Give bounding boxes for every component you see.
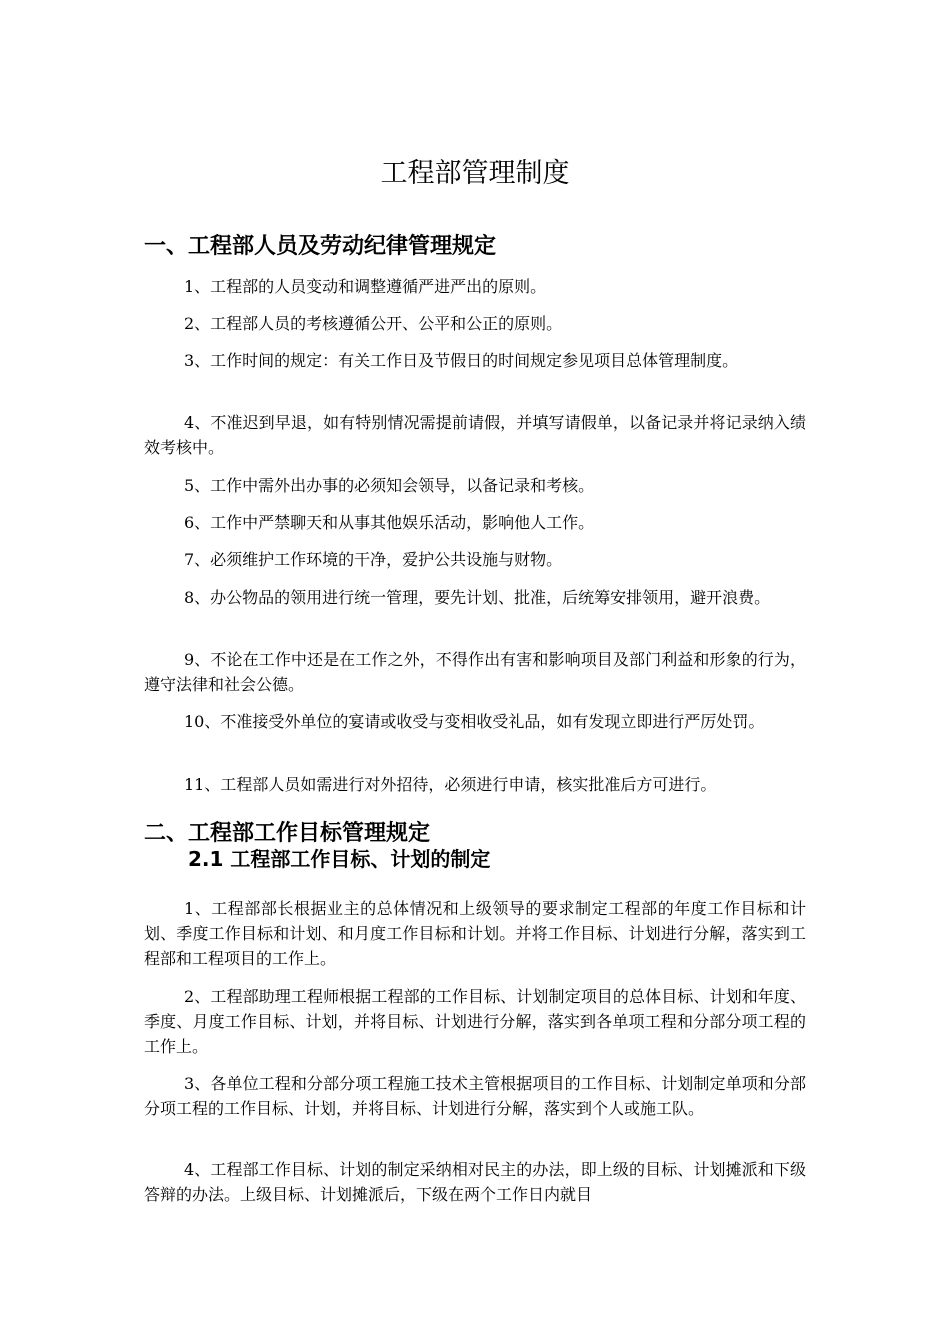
section1-item: 7、必须维护工作环境的干净，爱护公共设施与财物。 — [184, 550, 563, 569]
section1-item: 2、工程部人员的考核遵循公开、公平和公正的原则。 — [184, 314, 563, 333]
section1-item: 6、工作中严禁聊天和从事其他娱乐活动，影响他人工作。 — [184, 513, 595, 532]
section1-item: 8、办公物品的领用进行统一管理，要先计划、批准，后统筹安排领用，避开浪费。 — [184, 588, 771, 607]
section1-item: 3、工作时间的规定：有关工作日及节假日的时间规定参见项目总体管理制度。 — [184, 351, 739, 370]
section1-item: 11、工程部人员如需进行对外招待，必须进行申请，核实批准后方可进行。 — [184, 775, 717, 794]
document-title: 工程部管理制度 — [380, 158, 570, 189]
section1-item: 9、不论在工作中还是在工作之外，不得作出有害和影响项目及部门利益和形象的行为，遵守法律和社会公德。 — [144, 650, 806, 694]
section2-subheading: 2.1 工程部工作目标、计划的制定 — [188, 847, 491, 871]
section2-item: 4、工程部工作目标、计划的制定采纳相对民主的办法，即上级的目标、计划摊派和下级答辩的办法。上级目标、计划摊派后，下级在两个工作日内就目 — [144, 1160, 806, 1204]
section2-item: 1、工程部部长根据业主的总体情况和上级领导的要求制定工程部的年度工作目标和计划、季度工作目标和计划、和月度工作目标和计划。并将工作目标、计划进行分解，落实到工程部和工程项目的工作上。 — [144, 899, 806, 968]
section1-heading: 一、工程部人员及劳动纪律管理规定 — [144, 234, 497, 259]
section1-item: 4、不准迟到早退，如有特别情况需提前请假，并填写请假单，以备记录并将记录纳入绩效考核中。 — [144, 413, 806, 457]
section1-item: 10、不准接受外单位的宴请或收受与变相收受礼品，如有发现立即进行严厉处罚。 — [184, 712, 765, 731]
section1-item: 5、工作中需外出办事的必须知会领导，以备记录和考核。 — [184, 476, 595, 495]
section1-item: 1、工程部的人员变动和调整遵循严进严出的原则。 — [184, 277, 547, 296]
section2-heading: 二、工程部工作目标管理规定 — [144, 821, 431, 846]
section2-item: 3、各单位工程和分部分项工程施工技术主管根据项目的工作目标、计划制定单项和分部分项工程的工作目标、计划，并将目标、计划进行分解，落实到个人或施工队。 — [144, 1074, 806, 1118]
section2-item: 2、工程部助理工程师根据工程部的工作目标、计划制定项目的总体目标、计划和年度、季度、月度工作目标、计划，并将目标、计划进行分解，落实到各单项工程和分部分项工程的工作上。 — [144, 987, 806, 1056]
